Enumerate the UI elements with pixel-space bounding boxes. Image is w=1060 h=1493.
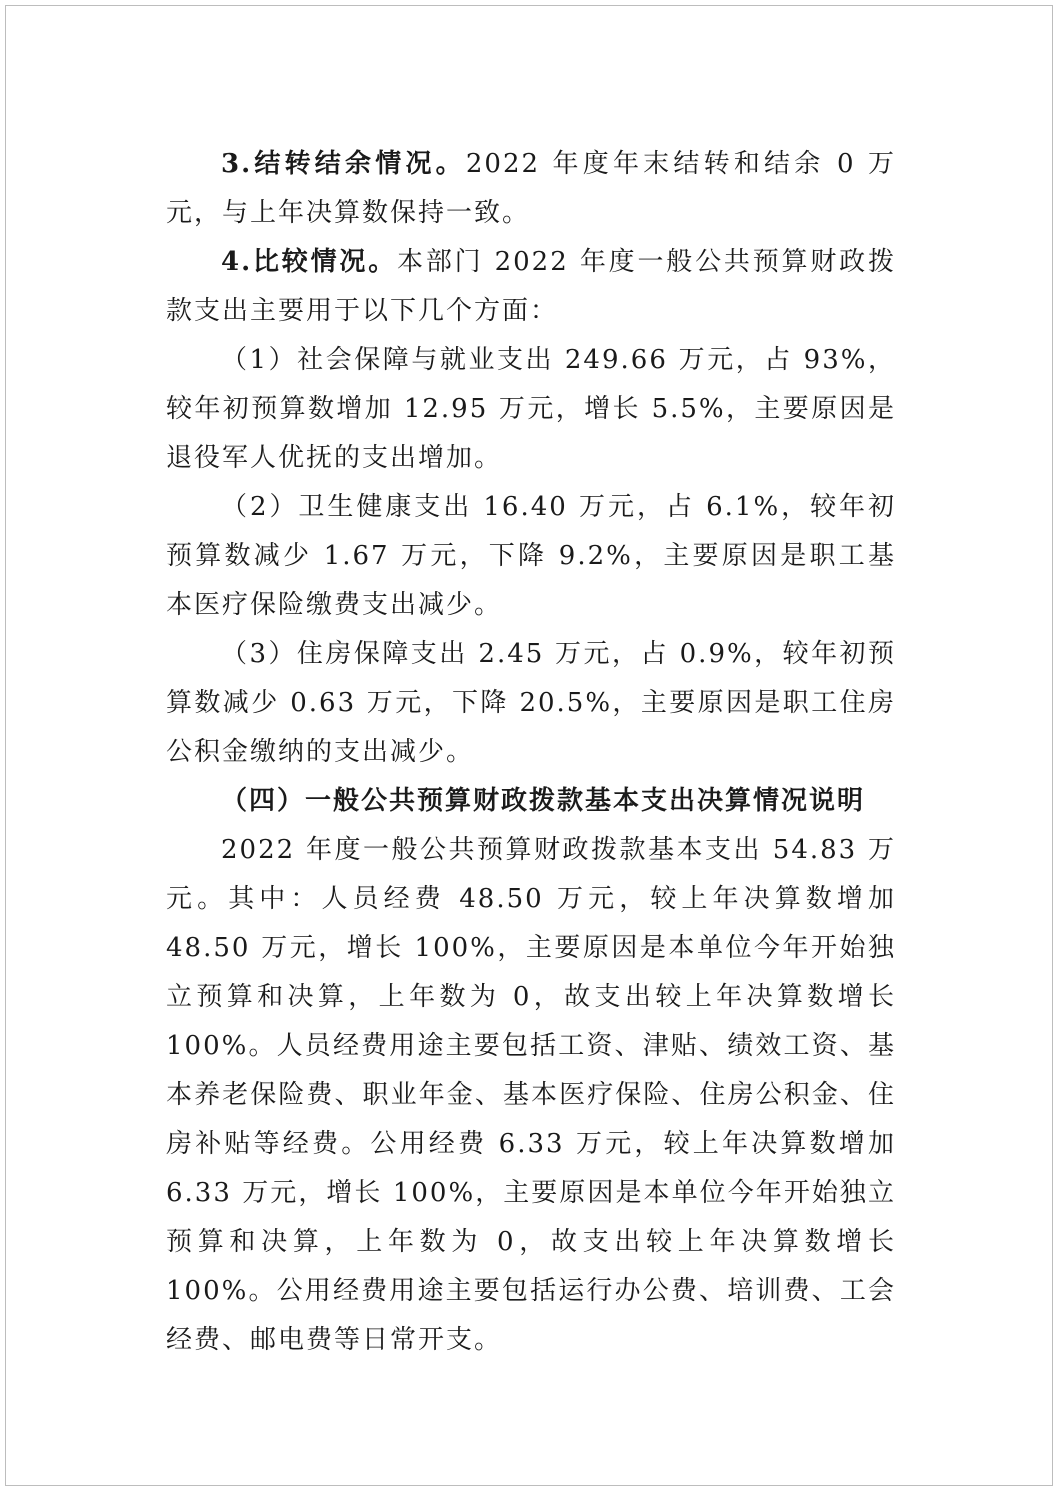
paragraph-housing: [166, 630, 896, 777]
paragraph-text: （1）社会保障与就业支出 249.66 万元，占 93%，较年初预算数增加 12.95 万元，增长 5.5%，主要原因是退役军人优抚的支出增加。: [166, 345, 896, 473]
paragraph-basic-expenditure: 2022 年度一般公共预算财政拨款基本支出 54.83 万元。其中：人员经费 48.50 万元，较上年决算数增加 48.50 万元，增长 100%，主要原因是本单位今年开始独立预算和决算，上年数为 0，故支出较上年决算数增长 100%。人员经费用途主要包括工资、津贴、绩效工资、基本养老保险费、职业年金、基本医疗保险、住房公积金、住房补贴等经费。公用经费 6.33 万元，较上年决算数增加 6.33 万元，增长 100%，主要原因是本单位今年开始独立预算和决算，上年数为 0，故支出较上年决算数增长 100%。公用经费用途主要包括运行办公费、培训费、工会经费、邮电费等日常开支。: [166, 835, 896, 1355]
paragraph-text: （2）卫生健康支出 16.40 万元，占 6.1%，较年初预算数减少 1.67 万元，下降 9.2%，主要原因是职工基本医疗保险缴费支出减少。: [166, 492, 896, 620]
paragraph-text: 2022 年度年末结转和结余 0 万元，与上年决算数保持一致。: [166, 149, 896, 228]
paragraph-social-security: [166, 336, 896, 483]
document-body: [166, 140, 896, 1365]
paragraph-comparison: [166, 238, 896, 336]
section-heading: （四）一般公共预算财政拨款基本支出决算情况说明: [221, 786, 866, 816]
paragraph-text: （3）住房保障支出 2.45 万元，占 0.9%，较年初预算数减少 0.63 万元，下降 20.5%，主要原因是职工住房公积金缴纳的支出减少。: [166, 639, 896, 767]
paragraph-text: 本部门 2022 年度一般公共预算财政拨款支出主要用于以下几个方面：: [166, 247, 896, 326]
paragraph-health: [166, 483, 896, 630]
paragraph-lead: 3.结转结余情况。: [221, 149, 466, 179]
paragraph-lead: 4.比较情况。: [221, 247, 398, 277]
paragraph-carryover-balance: [166, 140, 896, 238]
